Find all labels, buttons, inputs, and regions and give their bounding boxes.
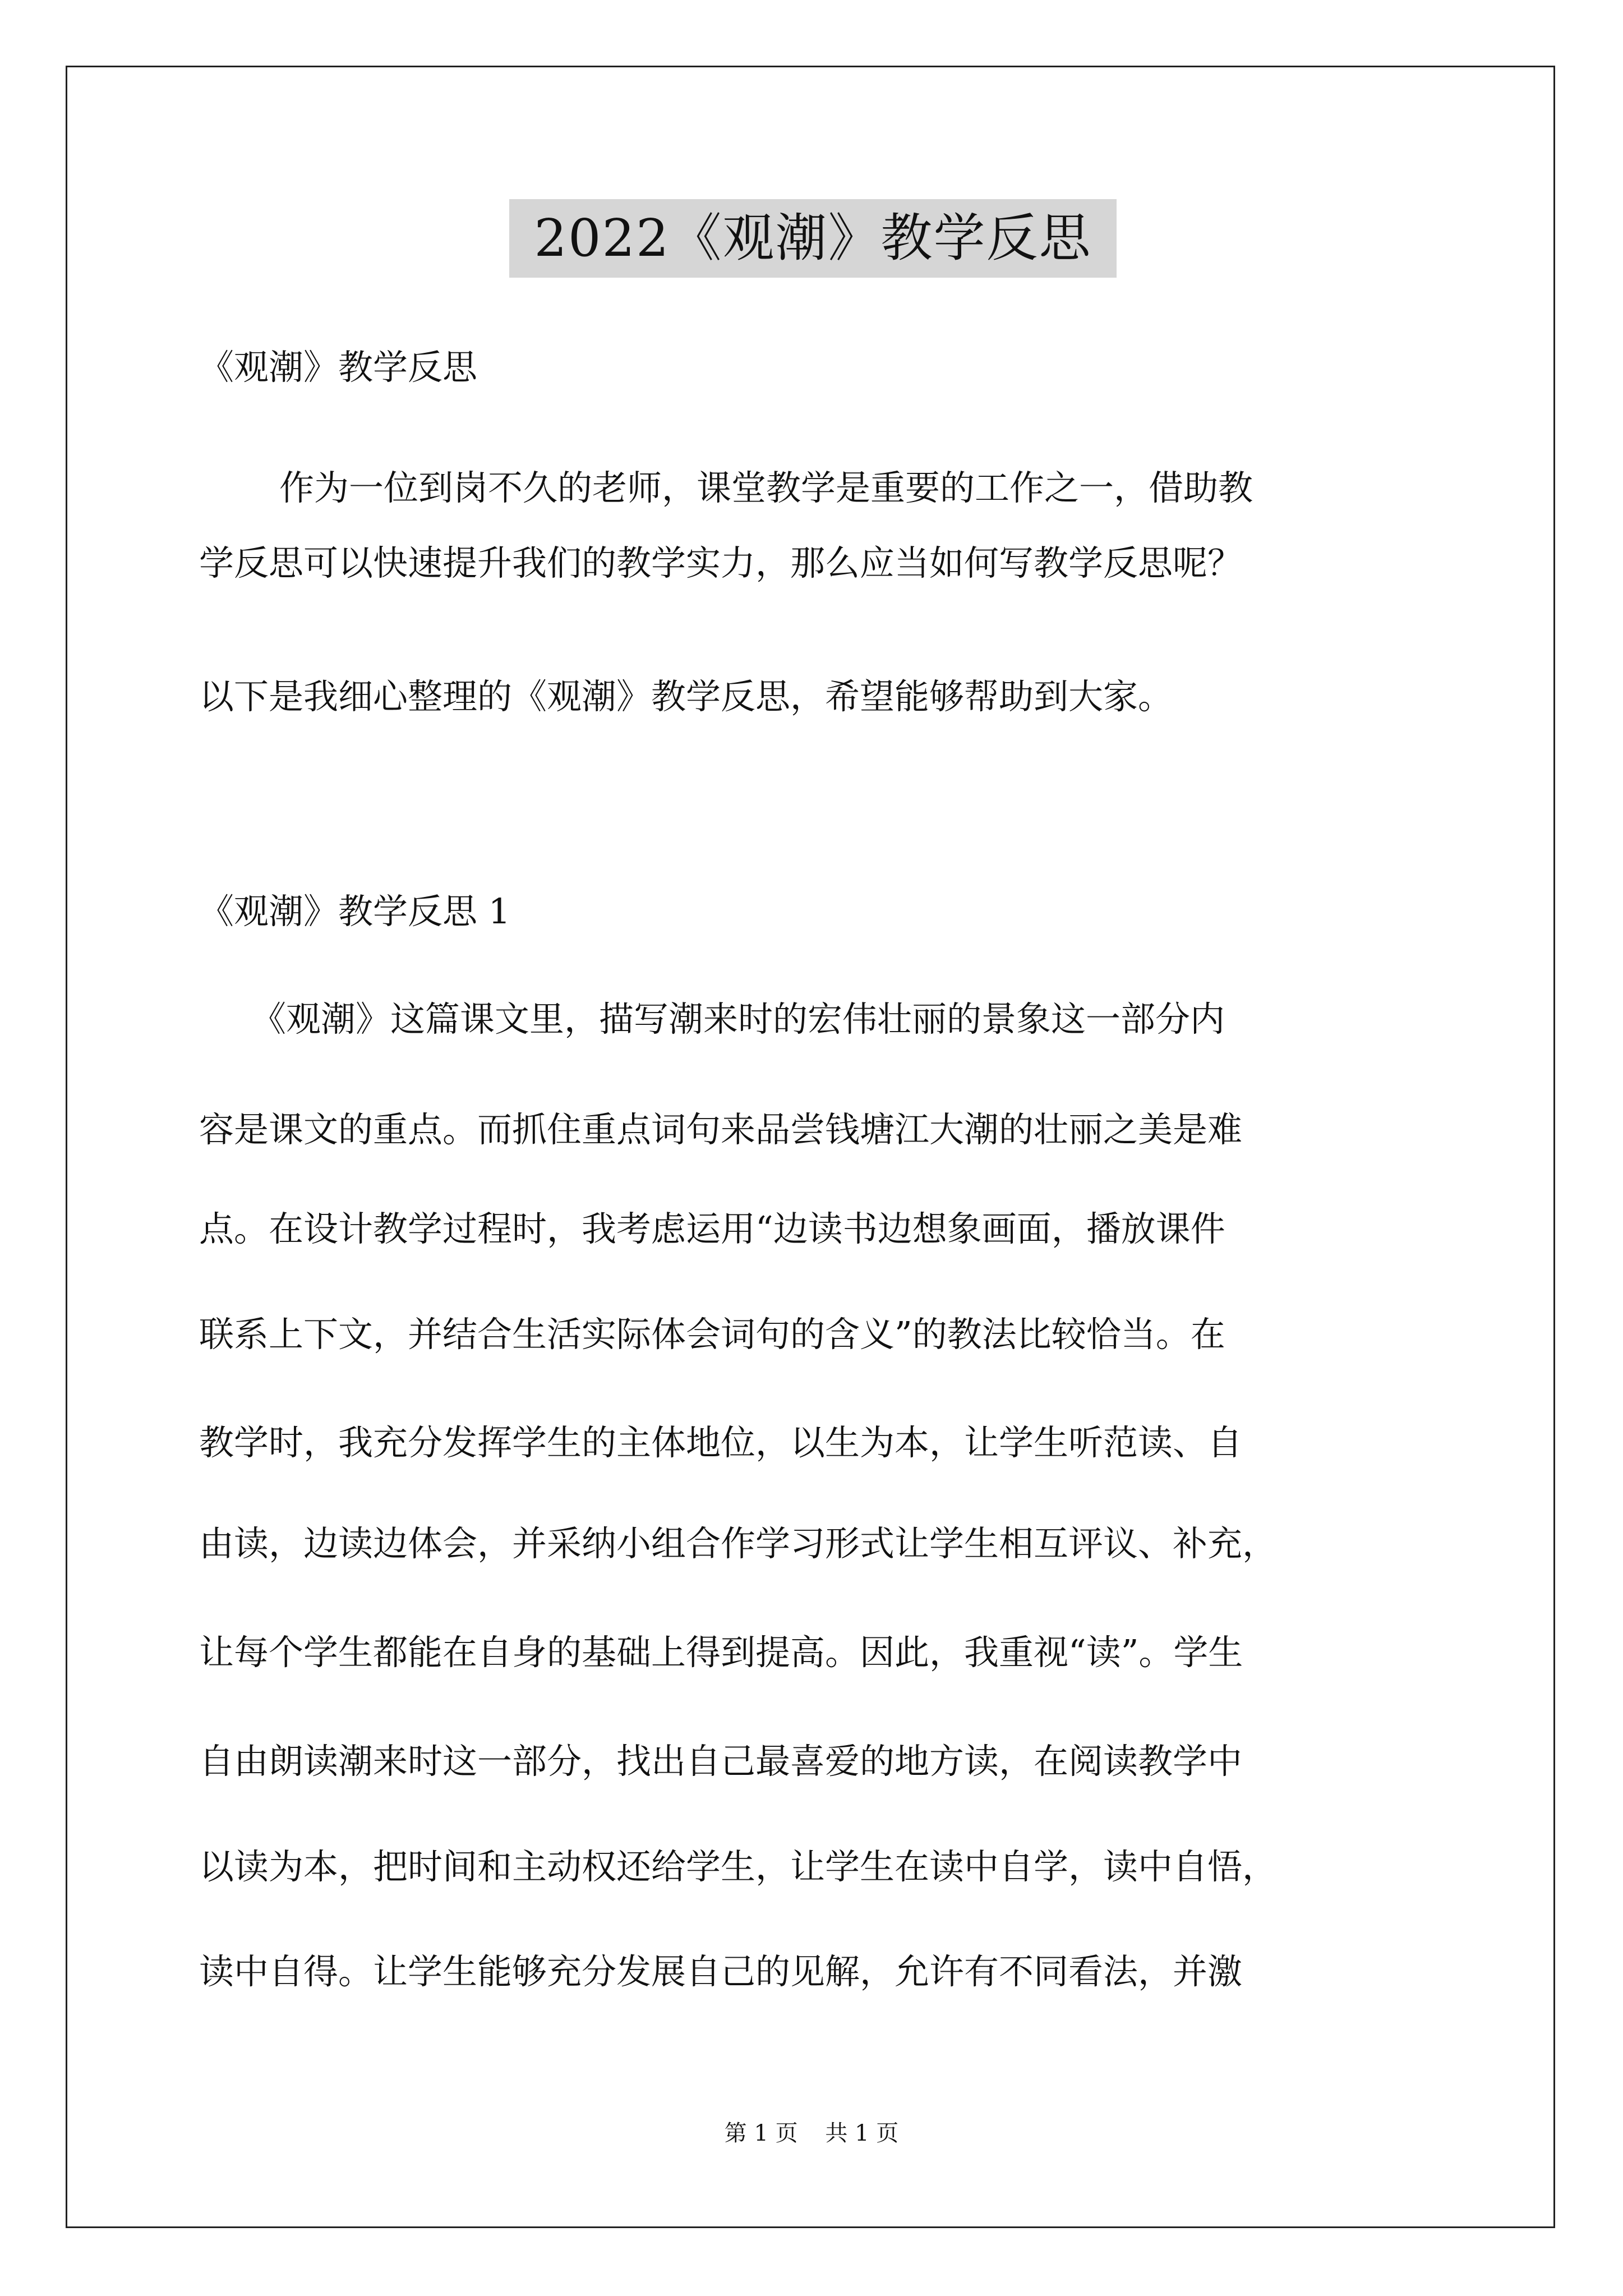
intro-line-1: 作为一位到岗不久的老师，课堂教学是重要的工作之一，借助教: [279, 467, 1253, 508]
section1-line-10: 读中自得。让学生能够充分发展自己的见解，允许有不同看法，并激: [199, 1951, 1243, 1992]
document-title: 2022《观潮》教学反思: [509, 199, 1117, 278]
page-footer: [0, 2119, 1623, 2147]
section1-line-7: 让每个学生都能在自身的基础上得到提高。因此，我重视“读”。学生: [199, 1632, 1243, 1673]
section1-line-8: 自由朗读潮来时这一部分，找出自己最喜爱的地方读，在阅读教学中: [199, 1741, 1243, 1782]
intro-line-2: 学反思可以快速提升我们的教学实力，那么应当如何写教学反思呢？: [199, 542, 1243, 583]
page-number: 第 1 页: [724, 2120, 798, 2146]
section1-line-9: 以读为本，把时间和主动权还给学生，让学生在读中自学，读中自悟，: [199, 1846, 1278, 1887]
section1-line-6: 由读，边读边体会，并采纳小组合作学习形式让学生相互评议、补充，: [199, 1523, 1278, 1564]
section1-line-2: 容是课文的重点。而抓住重点词句来品尝钱塘江大潮的壮丽之美是难: [199, 1109, 1243, 1150]
page-total: 共 1 页: [825, 2120, 899, 2146]
section1-line-3: 点。在设计教学过程时，我考虑运用“边读书边想象画面，播放课件: [199, 1208, 1225, 1249]
section1-line-5: 教学时，我充分发挥学生的主体地位，以生为本，让学生听范读、自: [199, 1422, 1243, 1463]
section1-line-1: 《观潮》这篇课文里，描写潮来时的宏伟壮丽的景象这一部分内: [251, 999, 1225, 1039]
intro-line-3: 以下是我细心整理的《观潮》教学反思，希望能够帮助到大家。: [199, 676, 1173, 717]
document-heading: 《观潮》教学反思: [199, 347, 478, 388]
section1-line-4: 联系上下文，并结合生活实际体会词句的含义”的教法比较恰当。在: [199, 1314, 1225, 1355]
section1-heading: 《观潮》教学反思 1: [199, 891, 511, 932]
